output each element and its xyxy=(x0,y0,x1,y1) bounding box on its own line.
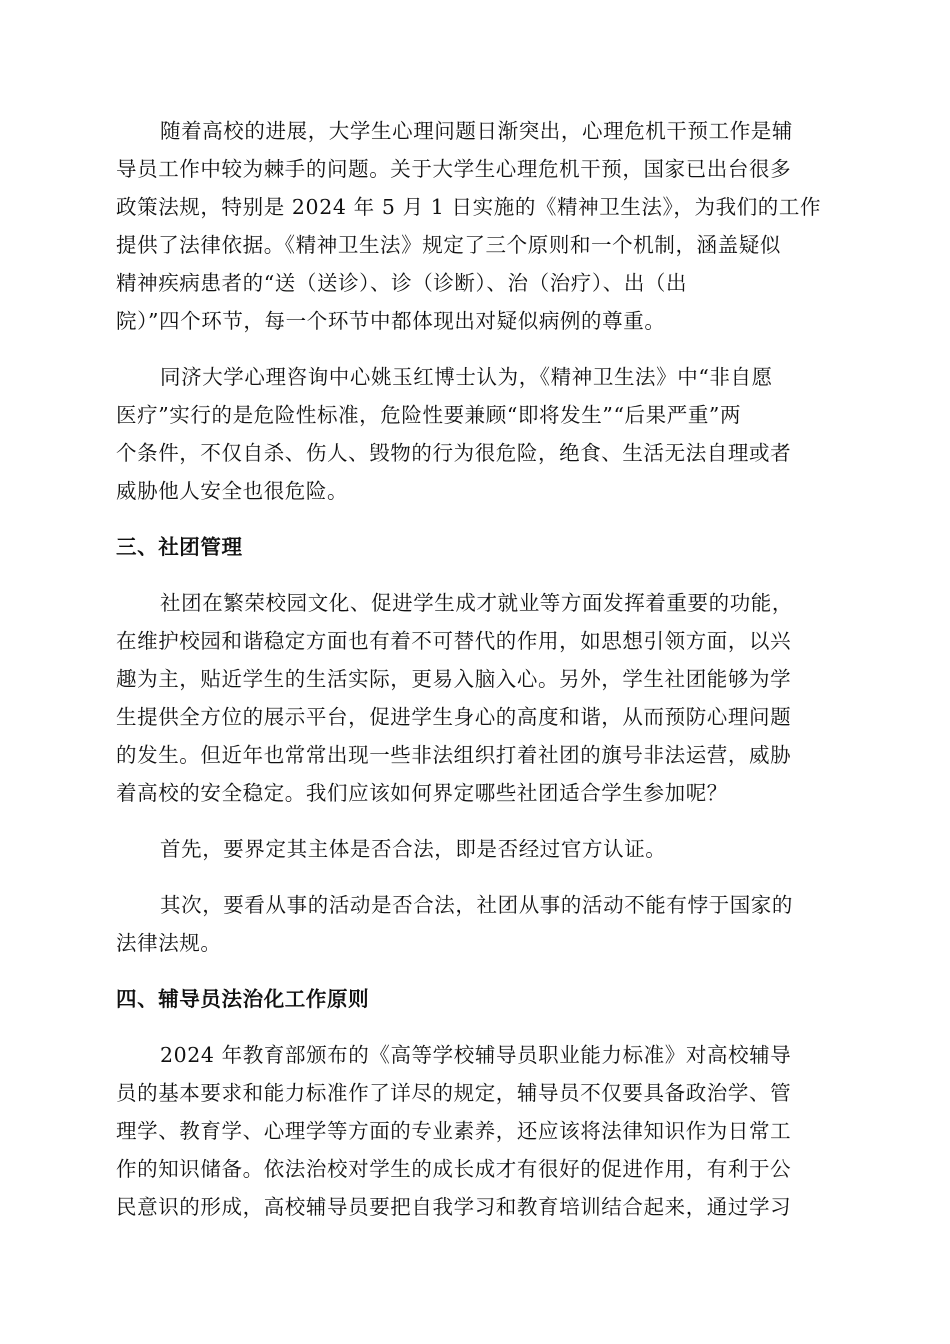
paragraph-line: 2024 年教育部颁布的《高等学校辅导员职业能力标准》对高校辅导 xyxy=(160,1043,792,1067)
paragraph-line: 民意识的形成，高校辅导员要把自我学习和教育培训结合起来，通过学习 xyxy=(116,1195,792,1219)
paragraph-line: 首先，要界定其主体是否合法，即是否经过官方认证。 xyxy=(160,837,667,861)
paragraph-line: 在维护校园和谐稳定方面也有着不可替代的作用，如思想引领方面，以兴 xyxy=(116,629,792,653)
paragraph-line: 随着高校的进展，大学生心理问题日渐突出，心理危机干预工作是辅 xyxy=(160,119,793,143)
paragraph-line: 社团在繁荣校园文化、促进学生成才就业等方面发挥着重要的功能， xyxy=(160,591,793,615)
paragraph-line: 政策法规，特别是 2024 年 5 月 1 日实施的《精神卫生法》，为我们的工作 xyxy=(116,195,822,219)
paragraph-line: 导员工作中较为棘手的问题。关于大学生心理危机干预，国家已出台很多 xyxy=(116,157,792,181)
section-heading-club-management: 三、社团管理 xyxy=(116,535,243,559)
section-heading-counselor-principles: 四、辅导员法治化工作原则 xyxy=(116,987,370,1011)
paragraph-line: 威胁他人安全也很危险。 xyxy=(116,479,349,503)
paragraph-line: 趣为主，贴近学生的生活实际，更易入脑入心。另外，学生社团能够为学 xyxy=(116,667,792,691)
paragraph-line: 作的知识储备。依法治校对学生的成长成才有很好的促进作用，有利于公 xyxy=(116,1157,792,1181)
paragraph-line: 法律法规。 xyxy=(116,931,222,955)
paragraph-line: 提供了法律依据。《精神卫生法》规定了三个原则和一个机制，涵盖疑似 xyxy=(116,233,781,257)
paragraph-line: 医疗”实行的是危险性标准，危险性要兼顾“即将发生”“后果严重”两 xyxy=(116,403,742,427)
paragraph-line: 理学、教育学、心理学等方面的专业素养，还应该将法律知识作为日常工 xyxy=(116,1119,792,1143)
paragraph-line: 生提供全方位的展示平台，促进学生身心的高度和谐，从而预防心理问题 xyxy=(116,705,792,729)
paragraph-line: 着高校的安全稳定。我们应该如何界定哪些社团适合学生参加呢？ xyxy=(116,781,728,805)
paragraph-line: 个条件，不仅自杀、伤人、毁物的行为很危险，绝食、生活无法自理或者 xyxy=(116,441,792,465)
paragraph-line: 其次，要看从事的活动是否合法，社团从事的活动不能有悖于国家的 xyxy=(160,893,793,917)
paragraph-line: 员的基本要求和能力标准作了详尽的规定，辅导员不仅要具备政治学、管 xyxy=(116,1081,792,1105)
paragraph-line: 精神疾病患者的“送（送诊）、诊（诊断）、治（治疗）、出（出 xyxy=(116,271,688,295)
paragraph-line: 院）”四个环节，每一个环节中都体现出对疑似病例的尊重。 xyxy=(116,309,666,333)
paragraph-line: 的发生。但近年也常常出现一些非法组织打着社团的旗号非法运营，威胁 xyxy=(116,743,792,767)
paragraph-line: 同济大学心理咨询中心姚玉红博士认为，《精神卫生法》中“非自愿 xyxy=(160,365,773,389)
